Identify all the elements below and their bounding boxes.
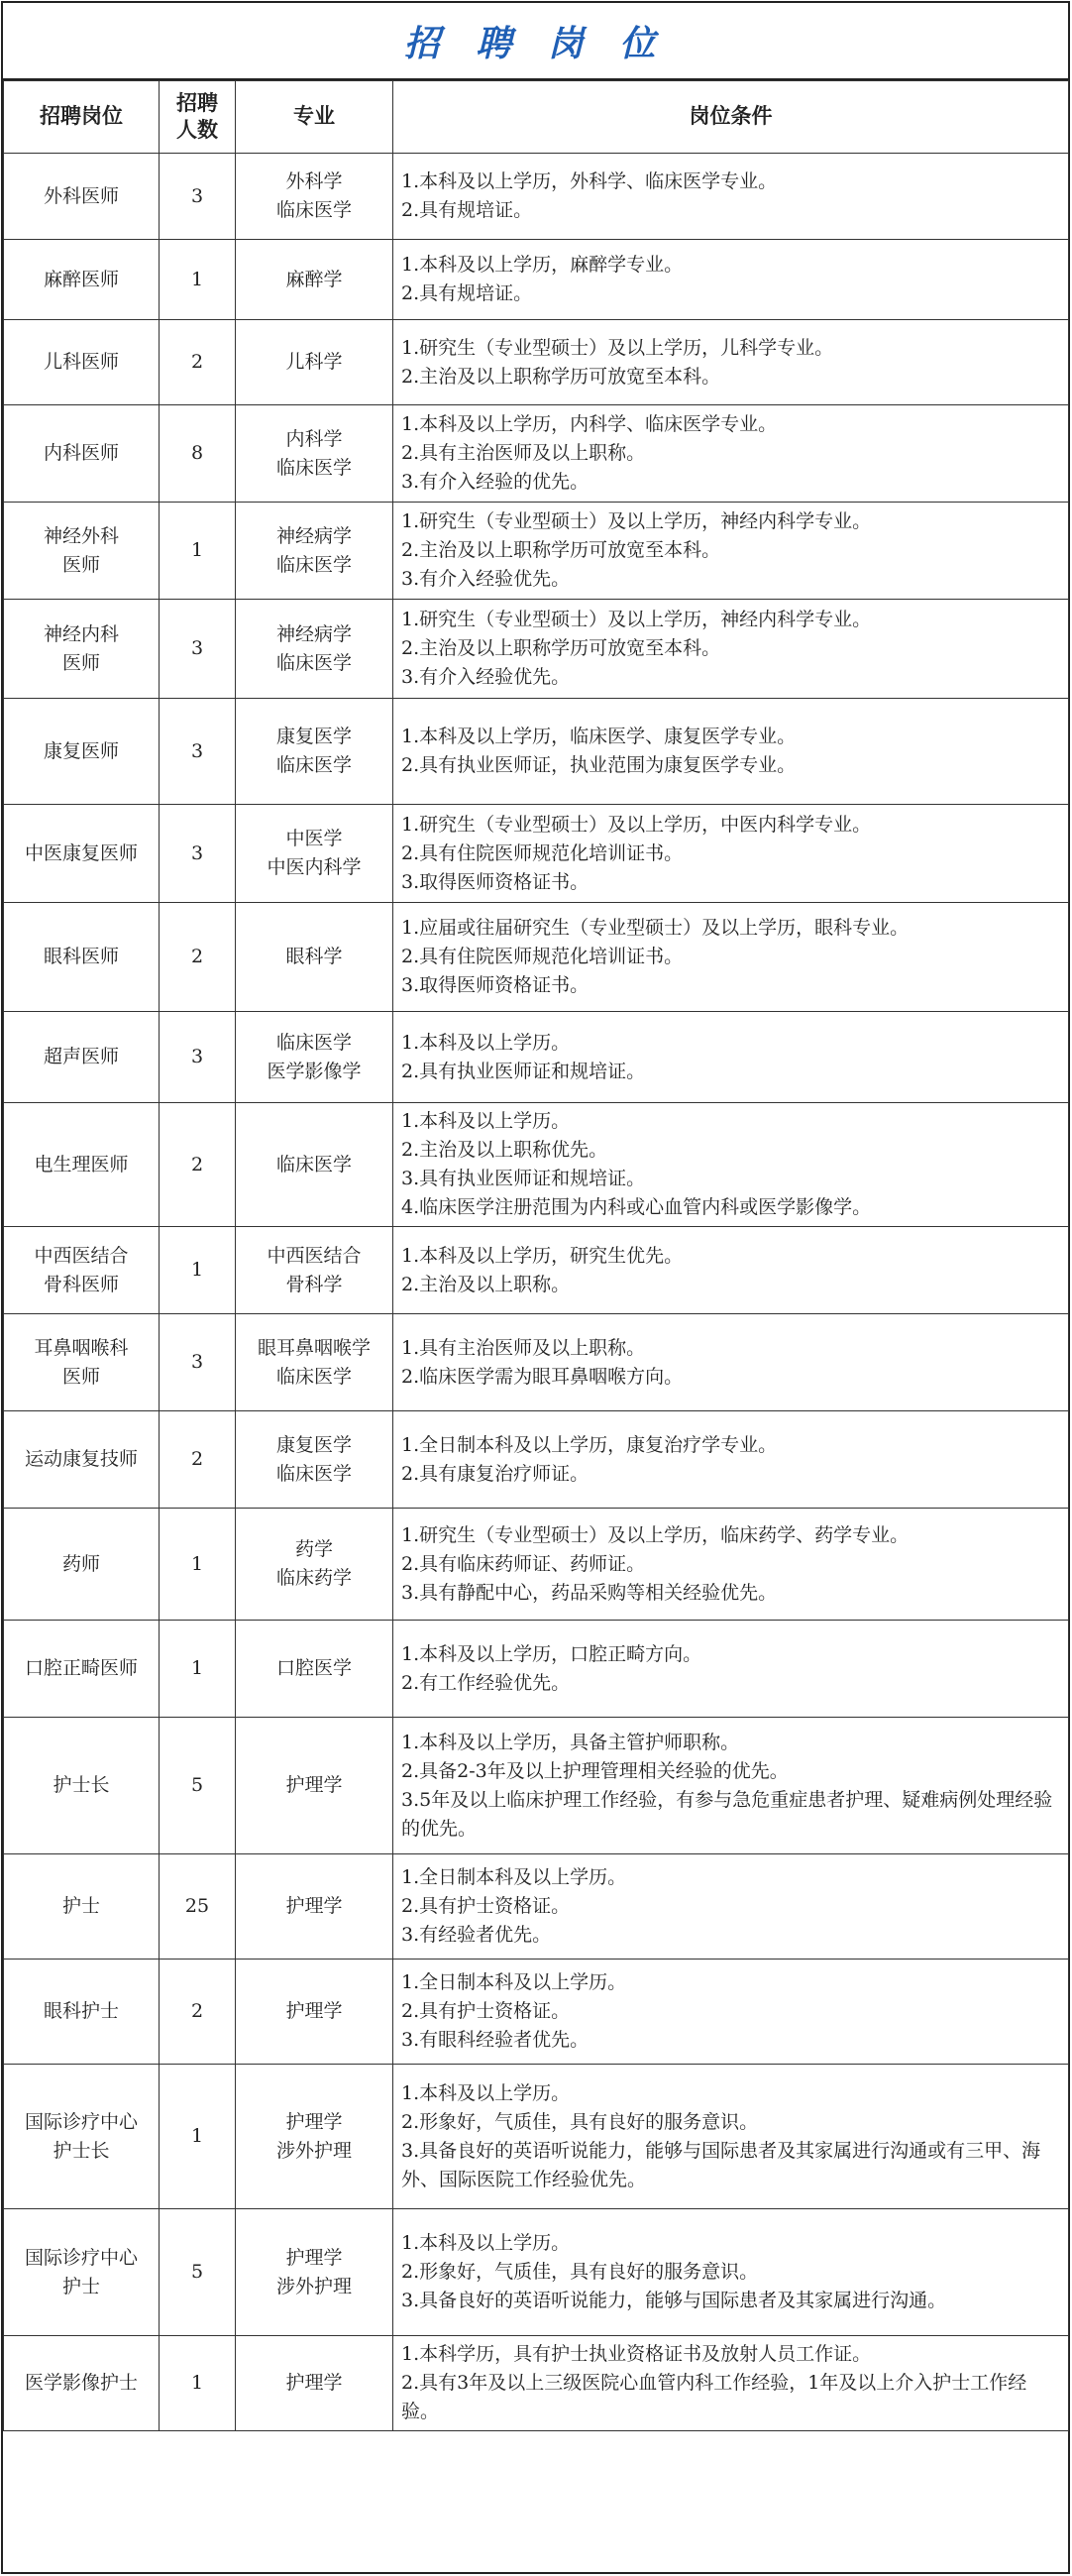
major-name: 神经病学 [275,622,352,645]
table-row [4,1012,1069,1103]
requirements-cell [393,699,1069,805]
major-name: 神经病学 [275,524,352,547]
position-name: 医师 [61,651,100,674]
requirement-line: 2.具备2-3年及以上护理管理相关经验的优先。 [401,1759,789,1782]
requirements-cell [393,1621,1069,1718]
major-name: 涉外护理 [275,2275,352,2297]
count-cell: 3 [160,154,236,240]
requirement-line: 1.全日制本科及以上学历，康复治疗学专业。 [401,1433,778,1456]
requirement-line: 3.有介入经验优先。 [401,666,571,688]
count-cell: 1 [160,2336,236,2431]
requirement-line: 1.研究生（专业型硕士）及以上学历，中医内科学专业。 [401,813,872,836]
count-cell: 2 [160,1411,236,1509]
position-name: 护士 [61,2275,100,2297]
major-cell [236,405,393,503]
position-name: 神经外科 [43,524,119,547]
major-cell [236,903,393,1012]
requirements-cell [393,240,1069,320]
requirement-line: 1.研究生（专业型硕士）及以上学历，神经内科学专业。 [401,510,872,532]
position-name: 电生理医师 [34,1153,129,1176]
requirement-line: 2.形象好，气质佳，具有良好的服务意识。 [401,2261,759,2283]
table-body [4,154,1069,2431]
requirement-line: 1.研究生（专业型硕士）及以上学历，神经内科学专业。 [401,609,872,630]
requirement-line: 1.全日制本科及以上学历。 [401,1866,627,1888]
position-cell [4,2209,160,2336]
position-cell [4,320,160,405]
major-name: 康复医学 [275,1433,352,1456]
major-cell [236,2209,393,2336]
table-header-row [4,81,1069,154]
table-row [4,503,1069,600]
position-name: 麻醉医师 [43,268,119,290]
requirement-line: 3.有眼科经验者优先。 [401,2029,590,2051]
major-name: 药学 [294,1538,333,1560]
header-requirements: 岗位条件 [393,81,1069,154]
requirements-cell [393,805,1069,903]
major-cell [236,240,393,320]
table-row [4,320,1069,405]
requirement-line: 1.本科及以上学历。 [401,2081,571,2104]
requirements-cell [393,1718,1069,1854]
count-cell: 1 [160,1621,236,1718]
position-cell [4,240,160,320]
recruitment-sheet [1,1,1070,2574]
major-name: 临床医学 [275,1153,352,1176]
position-name: 康复医师 [43,739,119,762]
major-name: 中医学 [285,828,343,849]
table-row [4,699,1069,805]
requirements-cell [393,2336,1069,2431]
position-name: 口腔正畸医师 [24,1657,138,1679]
header-count [160,81,236,154]
major-name: 临床医学 [275,1462,352,1485]
position-cell [4,1411,160,1509]
requirement-line: 1.本科及以上学历，麻醉学专业。 [401,254,684,276]
table-row [4,805,1069,903]
major-name: 护理学 [285,2246,343,2269]
requirements-cell [393,600,1069,699]
requirement-line: 2.形象好，气质佳，具有良好的服务意识。 [401,2110,759,2133]
requirement-line: 1.具有主治医师及以上职称。 [401,1336,646,1359]
major-name: 护理学 [285,2372,343,2394]
major-name: 眼科学 [285,946,343,967]
requirement-line: 2.具有护士资格证。 [401,2000,571,2022]
major-cell [236,1227,393,1314]
major-name: 中西医结合 [267,1244,362,1267]
requirement-line: 3.有介入经验的优先。 [401,471,590,493]
position-name: 医师 [61,553,100,576]
major-name: 临床药学 [275,1567,352,1589]
major-name: 临床医学 [275,456,352,479]
major-name: 护理学 [285,2000,343,2022]
requirement-line: 1.全日制本科及以上学历。 [401,1971,627,1993]
table-row [4,154,1069,240]
major-name: 医学影像学 [267,1060,362,1082]
position-name: 中西医结合 [34,1244,129,1267]
table-row [4,1854,1069,1960]
major-cell [236,699,393,805]
requirements-cell [393,1012,1069,1103]
table-row [4,1621,1069,1718]
position-name: 国际诊疗中心 [24,2246,138,2269]
position-name: 护士 [61,1895,100,1917]
requirement-line: 3.有经验者优先。 [401,1924,552,1946]
requirement-line: 2.具有临床药师证、药师证。 [401,1552,646,1575]
major-name: 眼耳鼻咽喉学 [257,1336,371,1359]
requirement-line: 2.临床医学需为眼耳鼻咽喉方向。 [401,1365,684,1388]
requirement-line: 2.具有执业医师证和规培证。 [401,1060,646,1082]
requirement-line: 3.具有静配中心，药品采购等相关经验优先。 [401,1581,778,1604]
requirement-line: 2.具有护士资格证。 [401,1895,571,1917]
major-cell [236,1854,393,1960]
position-cell [4,1621,160,1718]
count-cell: 3 [160,1314,236,1411]
count-cell: 5 [160,2209,236,2336]
major-cell [236,1621,393,1718]
requirement-line: 1.本科及以上学历，内科学、临床医学专业。 [401,413,778,435]
major-name: 骨科学 [285,1273,343,1295]
position-name: 骨科医师 [43,1273,119,1295]
count-cell: 3 [160,699,236,805]
requirement-line: 1.研究生（专业型硕士）及以上学历，儿科学专业。 [401,336,834,359]
requirements-cell [393,320,1069,405]
requirement-line: 2.主治及以上职称学历可放宽至本科。 [401,637,721,659]
position-name: 护士长 [53,2139,110,2162]
requirement-line: 2.主治及以上职称。 [401,1273,571,1295]
position-name: 眼科护士 [43,2000,119,2022]
positions-table [3,80,1069,2431]
table-row [4,1718,1069,1854]
count-cell: 3 [160,805,236,903]
position-cell [4,1227,160,1314]
position-name: 耳鼻咽喉科 [34,1336,129,1359]
position-cell [4,1854,160,1960]
requirement-line: 2.主治及以上职称学历可放宽至本科。 [401,365,721,388]
requirements-cell [393,1960,1069,2065]
major-name: 麻醉学 [285,268,343,290]
major-name: 临床医学 [275,199,352,221]
count-cell: 5 [160,1718,236,1854]
position-name: 内科医师 [43,442,119,464]
header-position: 招聘岗位 [4,81,160,154]
position-cell [4,1314,160,1411]
count-cell: 3 [160,1012,236,1103]
requirement-line: 3.取得医师资格证书。 [401,974,590,996]
position-name: 眼科医师 [43,946,119,967]
position-name: 医学影像护士 [24,2372,138,2394]
requirement-line: 2.具有规培证。 [401,282,533,304]
major-name: 护理学 [285,1774,343,1796]
table-row [4,1227,1069,1314]
table-row [4,405,1069,503]
major-name: 临床医学 [275,553,352,576]
requirement-line: 3.取得医师资格证书。 [401,870,590,893]
table-row [4,1314,1069,1411]
requirement-line: 1.本科及以上学历，口腔正畸方向。 [401,1642,702,1665]
count-cell: 8 [160,405,236,503]
major-name: 内科学 [285,427,343,450]
requirement-line: 3.具有执业医师证和规培证。 [401,1168,646,1189]
count-cell: 1 [160,503,236,600]
table-row [4,1103,1069,1227]
position-name: 运动康复技师 [24,1448,138,1470]
requirements-cell [393,1227,1069,1314]
count-cell: 1 [160,2065,236,2209]
requirement-line: 1.本科及以上学历。 [401,1110,571,1132]
table-row [4,1411,1069,1509]
position-cell [4,600,160,699]
requirements-cell [393,903,1069,1012]
major-cell [236,1012,393,1103]
requirement-line: 1.本科及以上学历。 [401,2232,571,2254]
table-row [4,1960,1069,2065]
header-major: 专业 [236,81,393,154]
requirement-line: 1.本科及以上学历。 [401,1031,571,1054]
major-name: 口腔医学 [275,1657,352,1679]
major-cell [236,1960,393,2065]
requirement-line: 2.主治及以上职称学历可放宽至本科。 [401,539,721,561]
table-row [4,1509,1069,1621]
requirement-line: 2.具有住院医师规范化培训证书。 [401,841,684,864]
position-cell [4,503,160,600]
major-name: 外科学 [285,170,343,192]
requirement-line: 1.本科学历，具有护士执业资格证书及放射人员工作证。 [401,2343,872,2365]
requirement-line: 2.主治及以上职称优先。 [401,1139,608,1161]
count-cell: 1 [160,1509,236,1621]
table-row [4,240,1069,320]
requirements-cell [393,154,1069,240]
requirement-line: 2.具有住院医师规范化培训证书。 [401,946,684,967]
position-cell [4,1012,160,1103]
position-cell [4,1509,160,1621]
position-name: 国际诊疗中心 [24,2110,138,2133]
major-name: 中医内科学 [267,856,362,878]
requirement-line: 1.应届或往届研究生（专业型硕士）及以上学历，眼科专业。 [401,917,910,939]
table-row [4,2209,1069,2336]
requirements-cell [393,503,1069,600]
count-cell: 2 [160,1103,236,1227]
position-name: 儿科医师 [43,351,119,373]
requirements-cell [393,1411,1069,1509]
title-bar [3,3,1068,80]
position-name: 药师 [61,1552,100,1575]
major-cell [236,154,393,240]
major-cell [236,600,393,699]
major-cell [236,805,393,903]
table-row [4,600,1069,699]
position-name: 超声医师 [43,1046,119,1067]
major-name: 康复医学 [275,726,352,747]
requirement-line: 4.临床医学注册范围为内科或心血管内科或医学影像学。 [401,1196,872,1218]
major-name: 临床医学 [275,754,352,776]
position-name: 神经内科 [43,622,119,645]
position-cell [4,154,160,240]
requirement-line: 3.有介入经验优先。 [401,568,571,590]
requirement-line: 1.本科及以上学历，研究生优先。 [401,1244,684,1267]
major-cell [236,1103,393,1227]
position-cell [4,903,160,1012]
requirements-cell [393,1509,1069,1621]
position-cell [4,1960,160,2065]
major-cell [236,1718,393,1854]
major-cell [236,1411,393,1509]
major-name: 涉外护理 [275,2139,352,2162]
count-cell: 1 [160,1227,236,1314]
major-name: 儿科学 [285,351,343,373]
position-name: 中医康复医师 [24,841,138,864]
table-row [4,2065,1069,2209]
major-name: 护理学 [285,1895,343,1917]
major-name: 临床医学 [275,1365,352,1388]
major-cell [236,503,393,600]
requirements-cell [393,2065,1069,2209]
requirement-line: 2.具有3年及以上三级医院心血管内科工作经验，1年及以上介入护士工作经验。 [401,2372,1027,2422]
requirement-line: 2.有工作经验优先。 [401,1671,571,1694]
position-cell [4,1718,160,1854]
count-cell: 25 [160,1854,236,1960]
position-name: 医师 [61,1365,100,1388]
position-cell [4,1103,160,1227]
requirement-line: 1.本科及以上学历，具备主管护师职称。 [401,1731,740,1753]
requirements-cell [393,405,1069,503]
requirement-line: 2.具有主治医师及以上职称。 [401,442,646,464]
major-cell [236,1509,393,1621]
count-cell: 2 [160,320,236,405]
table-row [4,2336,1069,2431]
count-cell: 2 [160,1960,236,2065]
requirement-line: 3.具备良好的英语听说能力，能够与国际患者及其家属进行沟通。 [401,2290,947,2311]
requirement-line: 2.具有执业医师证，执业范围为康复医学专业。 [401,754,797,776]
major-name: 临床医学 [275,651,352,674]
major-name: 临床医学 [275,1031,352,1054]
count-cell: 3 [160,600,236,699]
count-cell: 1 [160,240,236,320]
requirement-line: 3.具备良好的英语听说能力，能够与国际患者及其家属进行沟通或有三甲、海外、国际医院工作经验优先。 [401,2139,1041,2190]
position-cell [4,2336,160,2431]
major-name: 护理学 [285,2110,343,2133]
position-cell [4,2065,160,2209]
position-cell [4,805,160,903]
requirements-cell [393,1314,1069,1411]
requirement-line: 3.5年及以上临床护理工作经验，有参与急危重症患者护理、疑难病例处理经验的优先。 [401,1788,1053,1840]
position-cell [4,405,160,503]
page-title: 招 聘 岗 位 [403,23,668,64]
requirement-line: 1.研究生（专业型硕士）及以上学历，临床药学、药学专业。 [401,1523,910,1546]
position-name: 外科医师 [43,184,119,207]
position-cell [4,699,160,805]
requirements-cell [393,2209,1069,2336]
major-cell [236,1314,393,1411]
major-cell [236,320,393,405]
requirement-line: 1.本科及以上学历，临床医学、康复医学专业。 [401,726,797,747]
table-row [4,903,1069,1012]
count-cell: 2 [160,903,236,1012]
requirements-cell [393,1854,1069,1960]
requirements-cell [393,1103,1069,1227]
position-name: 护士长 [53,1774,110,1796]
requirement-line: 2.具有规培证。 [401,199,533,221]
requirement-line: 2.具有康复治疗师证。 [401,1462,590,1485]
header-count-label: 招聘人数 [176,90,218,142]
major-cell [236,2336,393,2431]
major-cell [236,2065,393,2209]
requirement-line: 1.本科及以上学历，外科学、临床医学专业。 [401,170,778,192]
